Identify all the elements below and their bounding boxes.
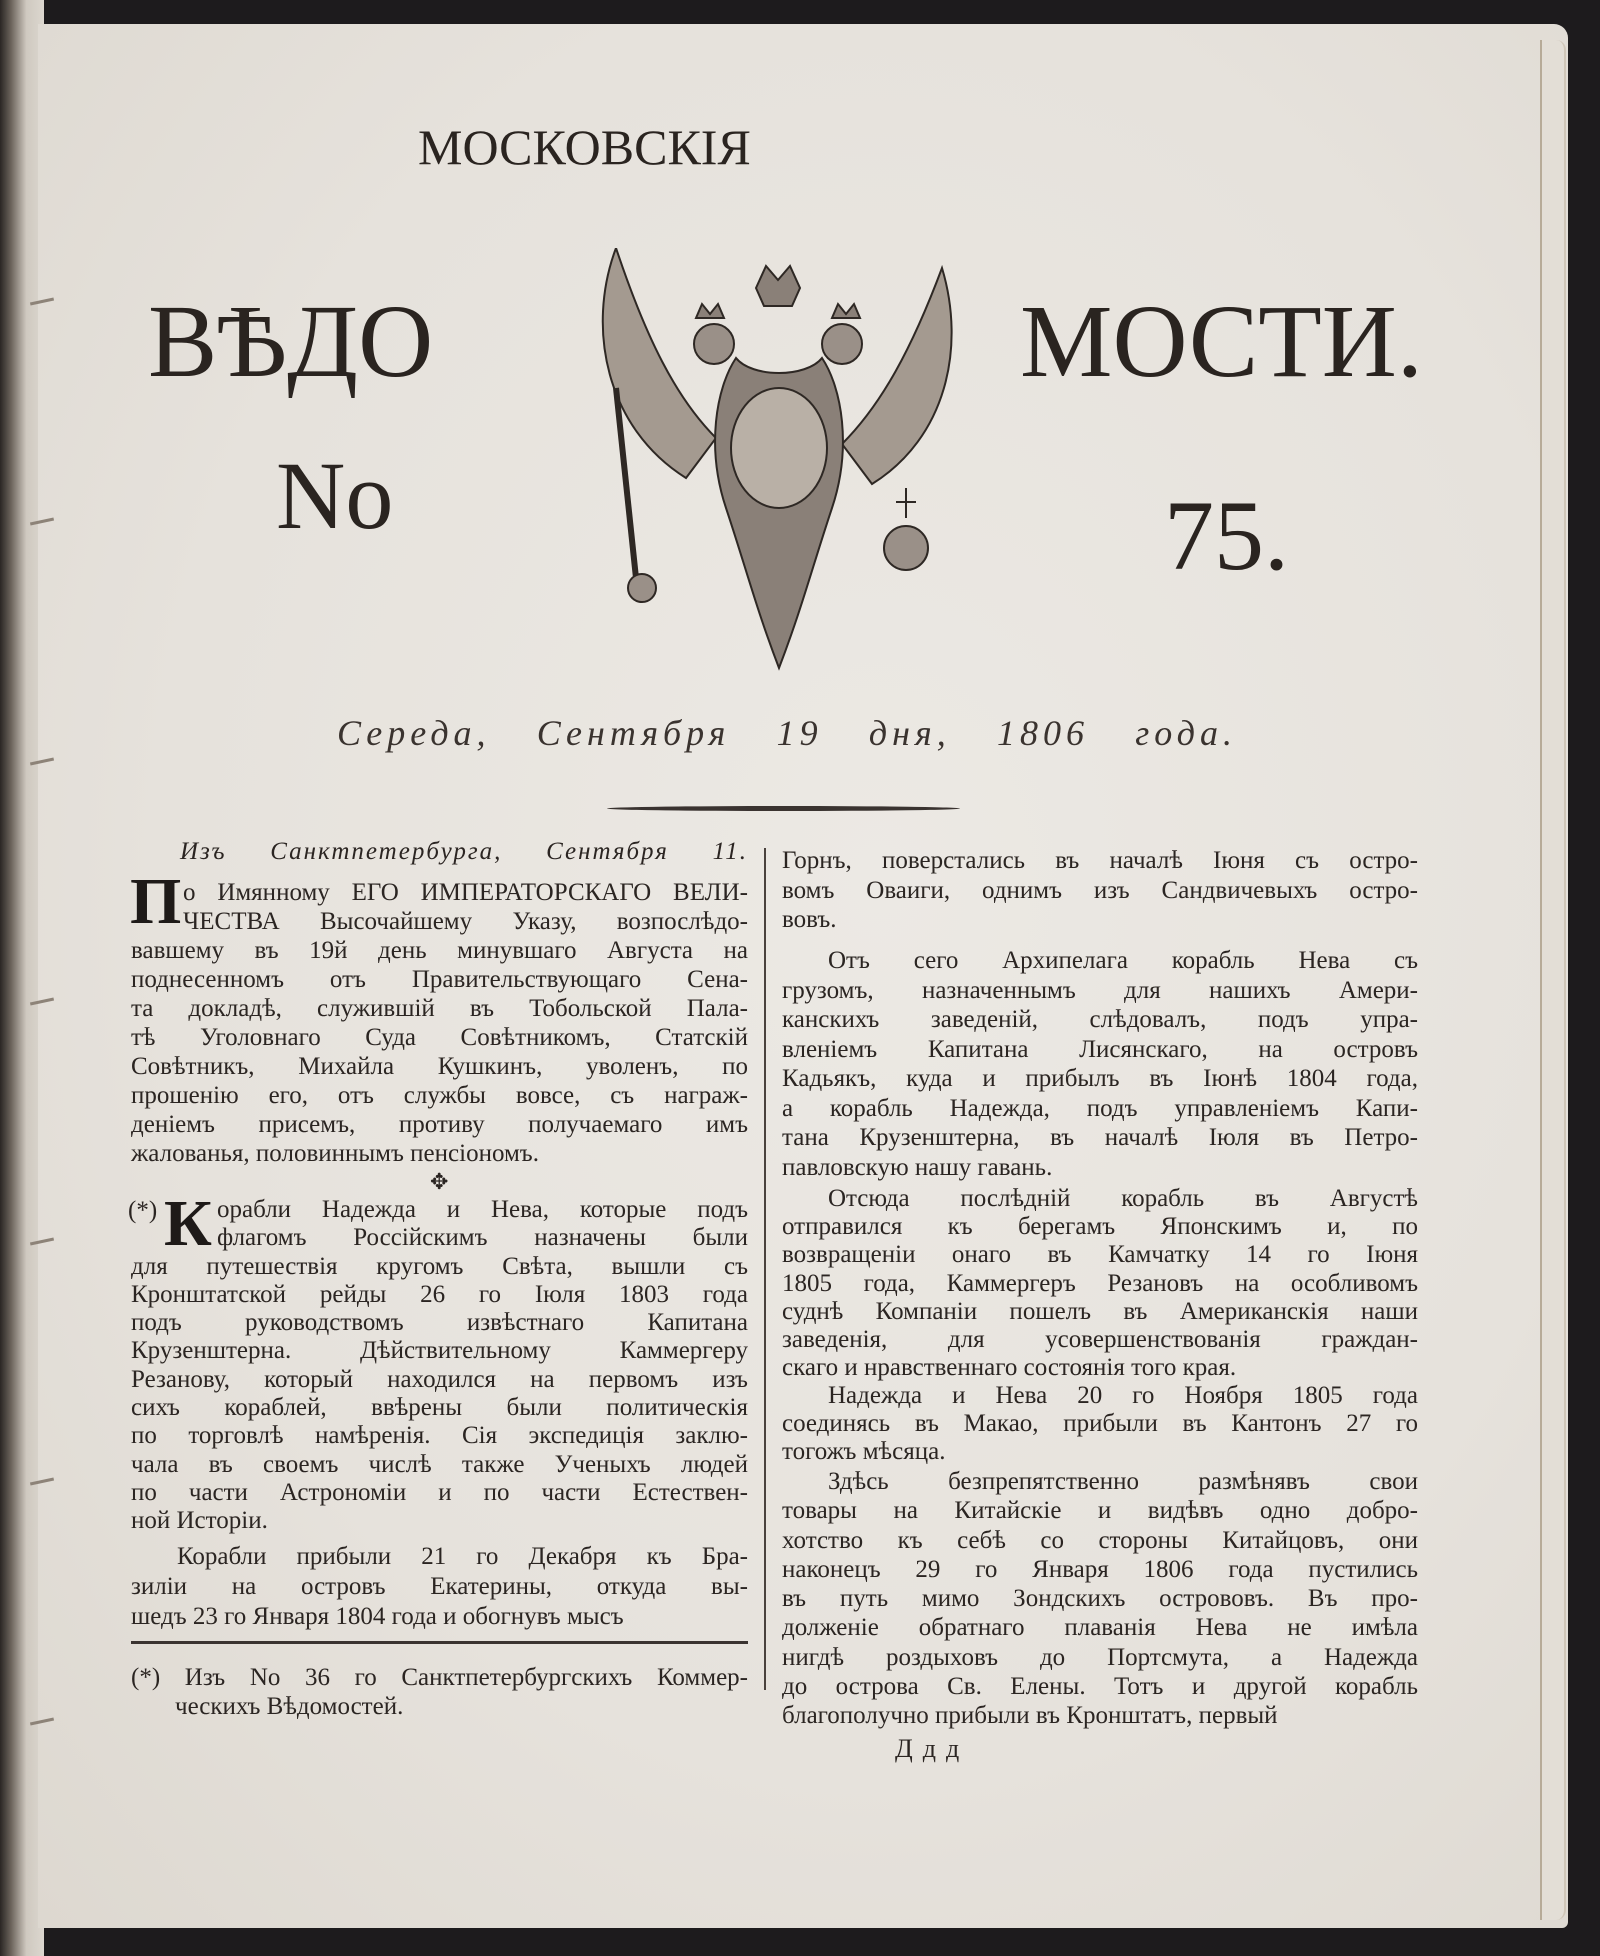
text-line: чала въ своемъ числѣ также Ученыхъ людей xyxy=(131,1450,748,1478)
paragraph xyxy=(782,846,1418,935)
text-line: отправился къ берегамъ Японскимъ и, по xyxy=(782,1213,1418,1241)
column-divider xyxy=(764,848,766,1690)
text-line: ной Исторіи. xyxy=(131,1507,268,1535)
text-line: вовъ. xyxy=(782,906,837,933)
text-line: подъ руководствомъ извѣстнаго Капитана xyxy=(131,1309,748,1337)
masthead-title-right: МОСТИ. xyxy=(1020,284,1423,399)
text-line: возвращеніи онаго въ Камчатку 14 го Іюня xyxy=(782,1241,1418,1269)
text-line: Совѣтникъ, Михайла Кушкинъ, уволенъ, по xyxy=(131,1053,748,1080)
paragraph xyxy=(131,1187,748,1536)
text-line: наконецъ 29 го Января 1806 года пустились xyxy=(782,1555,1418,1583)
text-line: товары на Китайскіе и видѣвъ одно добро- xyxy=(782,1497,1418,1525)
text-line: та докладѣ, служившій въ Тобольской Пала- xyxy=(131,995,748,1022)
text-line: вомъ Оваиги, однимъ изъ Сандвичевыхъ остро- xyxy=(782,876,1418,904)
paragraph xyxy=(782,1467,1418,1731)
text-line: до острова Св. Елены. Тотъ и другой корабль xyxy=(782,1673,1418,1701)
text-line: Отсюда послѣдній корабль въ Августѣ xyxy=(828,1185,1418,1212)
text-line: вленіемъ Капитана Лисянскаго, на островъ xyxy=(782,1035,1418,1063)
text-line: ЧЕСТВА Высочайшему Указу, возпослѣдо- xyxy=(183,908,748,935)
text-line: грузомъ, назначеннымъ для нашихъ Амери- xyxy=(782,976,1418,1004)
dateline: Середа, Сентября 19 дня, 1806 года. xyxy=(337,713,1237,753)
text-line: канскихъ заведеній, слѣдовалъ, подъ упра- xyxy=(782,1006,1418,1033)
page-edge xyxy=(1540,40,1566,1920)
text-line: орабли Надежда и Нева, которые подъ xyxy=(217,1196,748,1223)
text-line: соединясь въ Макао, прибыли въ Кантонъ 27 го xyxy=(782,1410,1418,1438)
text-line: суднѣ Компаніи пошелъ въ Американскія наши xyxy=(782,1297,1418,1325)
text-line: Здѣсь безпрепятственно размѣнявъ свои xyxy=(828,1468,1418,1495)
text-line: по торговлѣ намѣренія. Сія экспедиція заклю- xyxy=(131,1422,748,1450)
text-line: павловскую нашу гавань. xyxy=(782,1153,1053,1181)
masthead-title-left: ВѢДО xyxy=(148,284,434,399)
text-line: тѣ Уголовнаго Суда Совѣтникомъ, Статскій xyxy=(131,1024,748,1051)
issue-number-label: No xyxy=(276,442,394,549)
footnote-marker: (*) xyxy=(128,1197,158,1224)
text-line: въ путь мимо Зондскихъ острововъ. Въ про- xyxy=(782,1585,1418,1613)
drop-cap: К xyxy=(164,1187,212,1260)
text-line: жалованья, половиннымъ пенсіономъ. xyxy=(131,1140,539,1167)
text-line: вавшему въ 19й день минувшаго Августа на xyxy=(131,937,748,964)
dispatch-heading: Изъ Санктпетербурга, Сентября 11. xyxy=(180,838,748,865)
text-line: благополучно прибыли въ Кронштатъ, первый xyxy=(782,1702,1278,1730)
issue-number: 75. xyxy=(1164,480,1289,591)
ornament-icon: ✥ xyxy=(430,1169,449,1194)
text-line: о Имянному ЕГО ИМПЕРАТОРСКАГО ВЕЛИ- xyxy=(183,879,748,906)
text-line: зиліи на островъ Екатерины, откуда вы- xyxy=(131,1573,748,1600)
text-line: Кадьякъ, куда и прибылъ въ Іюнѣ 1804 года, xyxy=(782,1065,1418,1092)
footnote xyxy=(131,1663,748,1721)
text-line: хотство къ себѣ со стороны Китайцовъ, они xyxy=(782,1526,1418,1554)
text-line: ческихъ Вѣдомостей. xyxy=(175,1693,404,1720)
paragraph xyxy=(131,1542,748,1632)
footnote-rule xyxy=(131,1641,748,1644)
header-rule xyxy=(607,806,960,811)
text-line: Резанову, который находился на первомъ изъ xyxy=(131,1365,748,1393)
text-line: долженіе обратнаго плаванія Нева не имѣла xyxy=(782,1614,1418,1642)
paragraph xyxy=(782,1382,1418,1467)
text-line: деніемъ присемъ, противу получаемаго имъ xyxy=(131,1111,748,1138)
text-line: Крузенштерна. Дѣйствительному Каммергеру xyxy=(131,1337,748,1365)
text-line: Горнъ, поверстались въ началѣ Іюня съ остро- xyxy=(782,847,1418,874)
text-line: тана Крузенштерна, въ началѣ Іюля въ Петро- xyxy=(782,1124,1418,1151)
text-line: Надежда и Нева 20 го Ноября 1805 года xyxy=(828,1382,1418,1409)
text-line: сихъ кораблей, ввѣрены были политическія xyxy=(131,1394,748,1422)
text-line: скаго и нравственнаго состоянія того края. xyxy=(782,1354,1237,1382)
text-line: прошенію его, отъ службы вовсе, съ награж- xyxy=(131,1082,748,1109)
text-line: шедъ 23 го Января 1804 года и обогнувъ мысъ xyxy=(131,1603,624,1630)
text-line: по части Астрономіи и по части Естествен- xyxy=(131,1478,748,1506)
double-headed-eagle-icon xyxy=(596,248,962,682)
signature-mark: Ддд xyxy=(895,1734,970,1763)
text-line: нигдѣ роздыховъ до Портсмута, а Надежда xyxy=(782,1643,1418,1671)
text-line: Кронштатской рейды 26 го Іюля 1803 года xyxy=(131,1280,748,1308)
paragraph xyxy=(782,946,1418,1182)
text-line: Отъ сего Архипелага корабль Нева съ xyxy=(828,947,1418,974)
masthead-title-top: МОСКОВСКІЯ xyxy=(418,119,751,175)
drop-cap: П xyxy=(130,865,182,938)
paragraph xyxy=(131,878,748,1168)
text-line: (*) Изъ No 36 го Санктпетербургскихъ Коммер- xyxy=(131,1664,748,1691)
paragraph xyxy=(782,1185,1418,1382)
text-line: поднесенномъ отъ Правительствующаго Сена- xyxy=(131,966,748,993)
text-line: флагомъ Россійскимъ назначены были xyxy=(217,1224,748,1252)
text-line: заведенія, для усовершенствованія граждан- xyxy=(782,1325,1418,1353)
text-line: Корабли прибыли 21 го Декабря къ Бра- xyxy=(177,1543,748,1570)
text-line: 1805 года, Каммергеръ Резановъ на особливомъ xyxy=(782,1269,1418,1297)
text-line: для путешествія кругомъ Свѣта, вышли съ xyxy=(131,1252,748,1280)
text-line: а корабль Надежда, подъ управленіемъ Капи- xyxy=(782,1094,1418,1122)
text-line: тогожъ мѣсяца. xyxy=(782,1438,946,1466)
